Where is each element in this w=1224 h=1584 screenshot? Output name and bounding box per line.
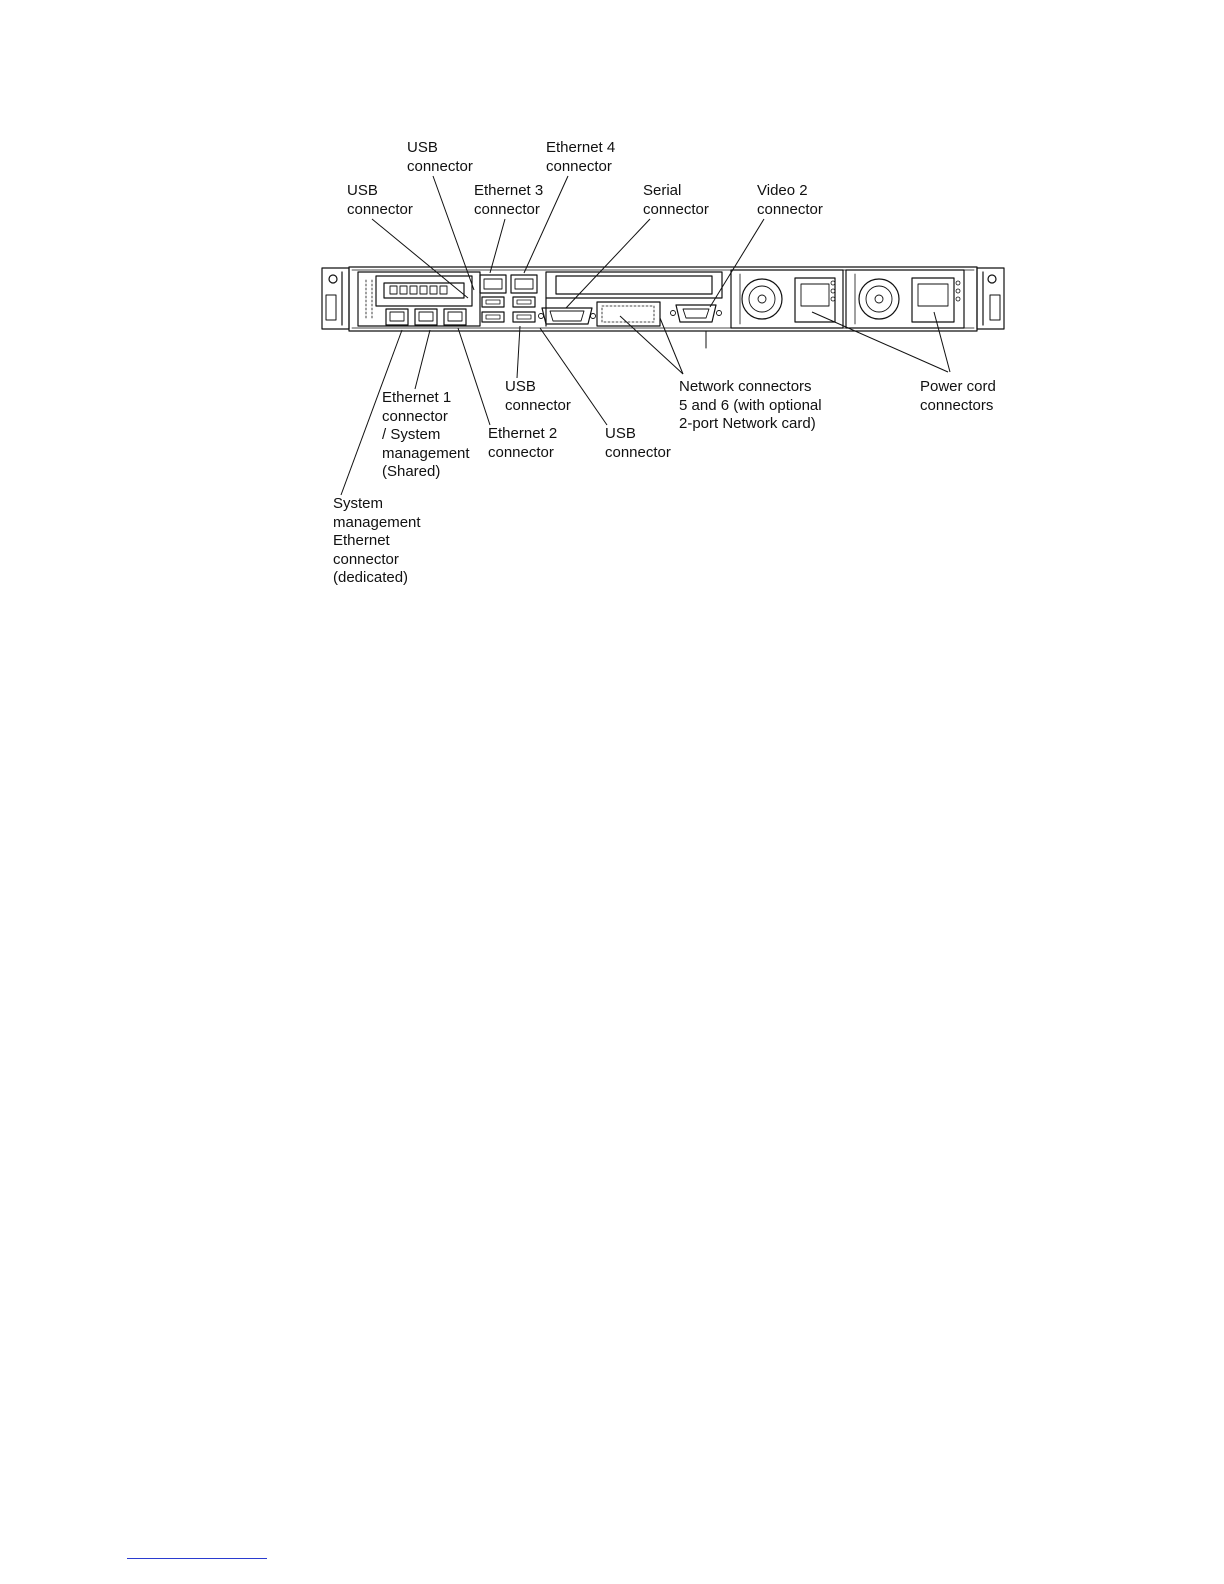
- label-ethernet-1-connector: Ethernet 1 connector / System management (Shared): [382, 389, 470, 480]
- label-usb-connector-left: USB connector: [347, 182, 413, 218]
- label-usb-connector-top: USB connector: [407, 139, 473, 175]
- label-video-2-connector: Video 2 connector: [757, 182, 823, 218]
- left-rack-ear: [322, 268, 349, 329]
- label-ethernet-2-connector: Ethernet 2 connector: [488, 425, 558, 461]
- footnote-rule: [127, 1558, 267, 1559]
- label-usb-connector-bottom-mid: USB connector: [505, 378, 571, 414]
- serial-port: [539, 308, 596, 324]
- label-ethernet-4-connector: Ethernet 4 connector: [546, 139, 616, 175]
- right-rack-ear: [977, 268, 1004, 329]
- leader-lines: [341, 176, 950, 495]
- server-rear-panel-diagram: [0, 0, 1224, 620]
- network-card-slot: [597, 302, 660, 326]
- usb-ports-stacked: [482, 297, 535, 322]
- ethernet-3-port: [480, 275, 506, 293]
- power-supply-1: [731, 270, 843, 328]
- ethernet-4-port: [511, 275, 537, 293]
- label-ethernet-3-connector: Ethernet 3 connector: [474, 182, 544, 218]
- label-usb-connector-bottom-right: USB connector: [605, 425, 671, 461]
- label-network-connectors: Network connectors 5 and 6 (with optional 2-port Network card): [679, 378, 822, 432]
- label-system-management-ethernet: System management Ethernet connector (dedicated): [333, 495, 421, 586]
- video-port: [671, 305, 722, 348]
- ethernet-ports-bottom-left: [386, 309, 466, 325]
- power-supply-2: [846, 270, 964, 328]
- label-power-cord-connectors: Power cord connectors: [920, 378, 996, 414]
- label-serial-connector: Serial connector: [643, 182, 709, 218]
